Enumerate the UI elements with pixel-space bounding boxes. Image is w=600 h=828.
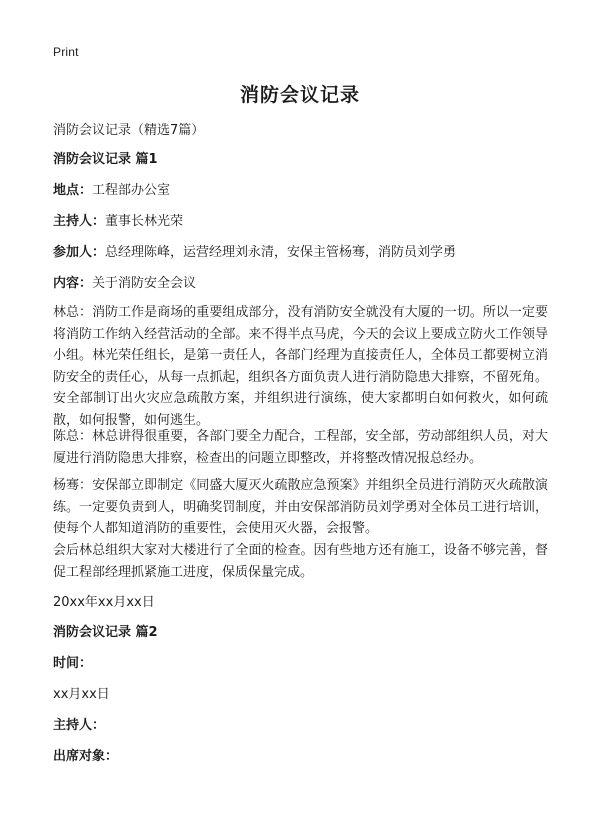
- attendees-row: [53, 242, 563, 264]
- time-label: 时间：: [53, 656, 93, 671]
- paragraph-after-meeting: 会后林总组织大家对大楼进行了全面的检查。因有些地方还有施工，设备不够完善，督促工程部经理抓紧施工进度，保质保量完成。: [53, 543, 548, 580]
- article1-heading: 消防会议记录 篇1: [53, 152, 158, 167]
- location-row: [53, 180, 548, 202]
- attendees-value: 总经理陈峰，运营经理刘永清，安保主管杨骞，消防员刘学勇: [105, 245, 457, 260]
- paragraph-yang: 杨骞：安保部立即制定《同盛大厦灭火疏散应急预案》并组织全员进行消防灭火疏散演练。一定要负责到人，明确奖罚制度，并由安保部消防员刘学勇对全体员工进行培训，使每个人都知道消防的重要性，会使用灭火器，会报警。: [53, 478, 548, 536]
- paragraph-chen: 陈总：林总讲得很重要，各部门要全力配合，工程部，安全部，劳动部组织人员，对大厦进行消防隐患大排察，检查出的问题立即整改，并将整改情况报总经办。: [53, 429, 548, 466]
- content-value: 关于消防安全会议: [92, 276, 197, 291]
- article2-heading: 消防会议记录 篇2: [53, 625, 158, 640]
- content-row: [53, 273, 548, 295]
- host-value: 董事长林光荣: [105, 214, 184, 229]
- document-subtitle: 消防会议记录（精选7篇）: [53, 123, 205, 138]
- location-value: 工程部办公室: [92, 183, 171, 198]
- article2-date: xx月xx日: [53, 687, 110, 702]
- page-title: 消防会议记录: [239, 84, 360, 106]
- content-label: 内容：: [53, 276, 93, 291]
- paragraph-lin: 林总：消防工作是商场的重要组成部分，没有消防安全就没有大厦的一切。所以一定要将消防工作纳入经营活动的全部。来不得半点马虎，今天的会议上要成立防火工作领导小组。林光荣任组长，是第一责任人，各部门经理为直接责任人，全体员工都要树立消防安全的责任心，从每一点抓起，组织各方面负责人进行消防隐患大排察，不留死角。安全部制订出火灾应急疏散方案，并组织进行演练，使大家都明白如何救火，如何疏散，如何报警，如何逃生。: [53, 305, 548, 428]
- article2-attendees-label: 出席对象：: [53, 749, 119, 764]
- article2-host-label: 主持人：: [53, 718, 106, 733]
- location-label: 地点：: [53, 183, 93, 198]
- host-label: 主持人：: [53, 214, 106, 229]
- attendees-label: 参加人：: [53, 245, 106, 260]
- print-link[interactable]: Print: [53, 45, 79, 59]
- host-row: [53, 211, 548, 233]
- article1-date: 20xx年xx月xx日: [53, 595, 155, 610]
